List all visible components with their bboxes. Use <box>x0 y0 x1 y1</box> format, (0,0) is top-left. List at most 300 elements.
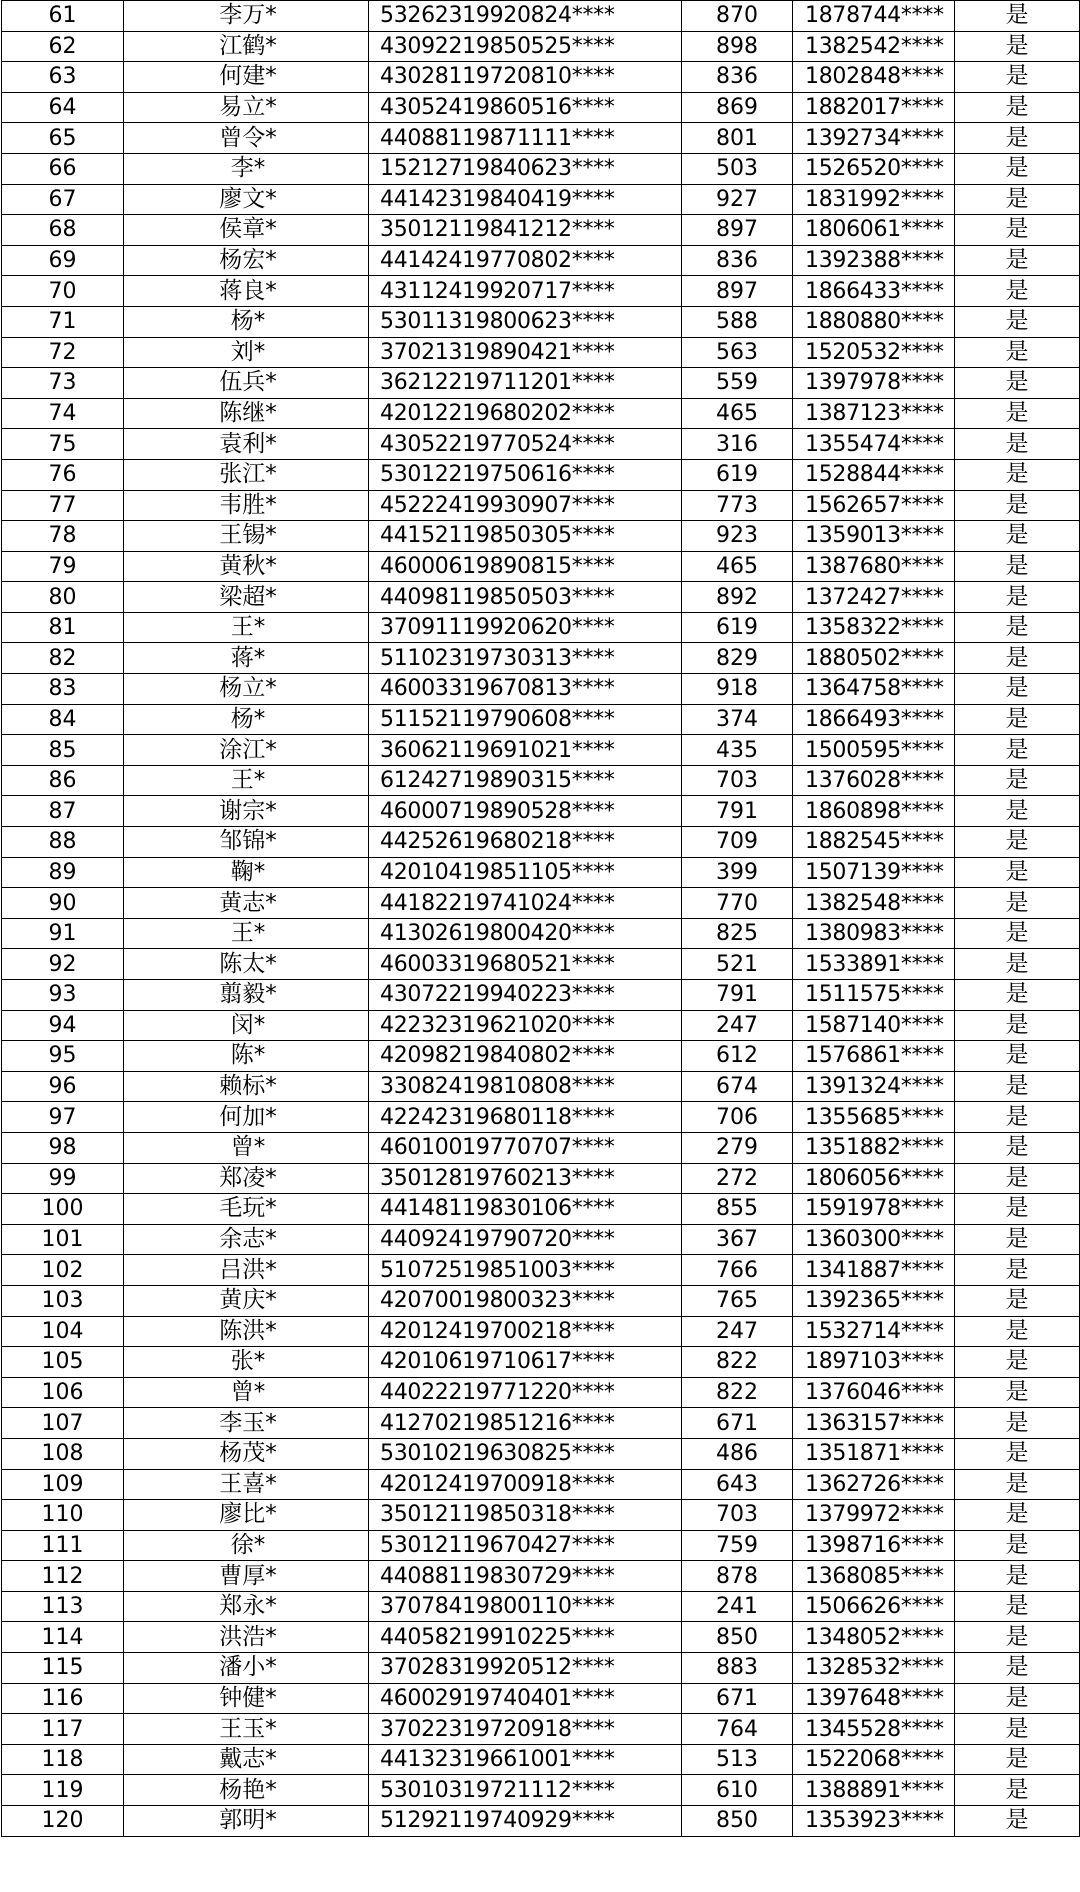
cell-id-number: 44022219771220**** <box>369 1377 682 1408</box>
cell-name: 李* <box>124 153 369 184</box>
cell-phone: 1880880**** <box>793 306 955 337</box>
cell-id-number: 46003319680521**** <box>369 949 682 980</box>
table-row <box>2 276 1080 307</box>
cell-id-number: 37091119920620**** <box>369 612 682 643</box>
cell-index: 102 <box>2 1255 124 1286</box>
cell-phone: 1392388**** <box>793 245 955 276</box>
cell-phone: 1341887**** <box>793 1255 955 1286</box>
cell-flag: 是 <box>955 92 1080 123</box>
cell-phone: 1397648**** <box>793 1683 955 1714</box>
cell-id-number: 44152119850305**** <box>369 521 682 552</box>
table-row <box>2 1653 1080 1684</box>
cell-name: 杨宏* <box>124 245 369 276</box>
cell-id-number: 46003319670813**** <box>369 674 682 705</box>
table-row <box>2 459 1080 490</box>
table-row <box>2 31 1080 62</box>
cell-id-number: 44148119830106**** <box>369 1194 682 1225</box>
cell-score: 765 <box>682 1285 793 1316</box>
cell-score: 709 <box>682 827 793 858</box>
cell-id-number: 51072519851003**** <box>369 1255 682 1286</box>
cell-name: 曹厚* <box>124 1561 369 1592</box>
cell-phone: 1802848**** <box>793 62 955 93</box>
cell-id-number: 45222419930907**** <box>369 490 682 521</box>
cell-index: 107 <box>2 1408 124 1439</box>
cell-id-number: 41302619800420**** <box>369 918 682 949</box>
cell-phone: 1382548**** <box>793 888 955 919</box>
cell-index: 97 <box>2 1102 124 1133</box>
cell-name: 郑凌* <box>124 1163 369 1194</box>
cell-flag: 是 <box>955 1438 1080 1469</box>
cell-index: 104 <box>2 1316 124 1347</box>
cell-id-number: 43052419860516**** <box>369 92 682 123</box>
cell-id-number: 35012119850318**** <box>369 1500 682 1531</box>
cell-index: 116 <box>2 1683 124 1714</box>
cell-score: 759 <box>682 1530 793 1561</box>
table-row <box>2 62 1080 93</box>
cell-id-number: 42012419700918**** <box>369 1469 682 1500</box>
cell-score: 836 <box>682 245 793 276</box>
cell-flag: 是 <box>955 888 1080 919</box>
cell-phone: 1391324**** <box>793 1071 955 1102</box>
cell-index: 94 <box>2 1010 124 1041</box>
cell-id-number: 44088119871111**** <box>369 123 682 154</box>
table-row <box>2 245 1080 276</box>
cell-flag: 是 <box>955 306 1080 337</box>
cell-id-number: 41270219851216**** <box>369 1408 682 1439</box>
cell-flag: 是 <box>955 1653 1080 1684</box>
cell-phone: 1522068**** <box>793 1744 955 1775</box>
cell-phone: 1831992**** <box>793 184 955 215</box>
cell-name: 杨茂* <box>124 1438 369 1469</box>
cell-name: 李玉* <box>124 1408 369 1439</box>
cell-name: 刘* <box>124 337 369 368</box>
cell-flag: 是 <box>955 490 1080 521</box>
table-row <box>2 888 1080 919</box>
cell-phone: 1591978**** <box>793 1194 955 1225</box>
cell-score: 883 <box>682 1653 793 1684</box>
table-row <box>2 1591 1080 1622</box>
cell-name: 王* <box>124 918 369 949</box>
cell-id-number: 51152119790608**** <box>369 704 682 735</box>
table-row <box>2 1 1080 32</box>
cell-flag: 是 <box>955 1622 1080 1653</box>
cell-phone: 1806056**** <box>793 1163 955 1194</box>
cell-index: 66 <box>2 153 124 184</box>
cell-index: 61 <box>2 1 124 32</box>
cell-score: 870 <box>682 1 793 32</box>
cell-flag: 是 <box>955 459 1080 490</box>
cell-flag: 是 <box>955 1132 1080 1163</box>
cell-flag: 是 <box>955 765 1080 796</box>
cell-index: 76 <box>2 459 124 490</box>
cell-id-number: 36062119691021**** <box>369 735 682 766</box>
cell-id-number: 43052219770524**** <box>369 429 682 460</box>
cell-index: 65 <box>2 123 124 154</box>
cell-flag: 是 <box>955 643 1080 674</box>
cell-name: 李万* <box>124 1 369 32</box>
cell-score: 801 <box>682 123 793 154</box>
cell-flag: 是 <box>955 1683 1080 1714</box>
cell-phone: 1355474**** <box>793 429 955 460</box>
cell-id-number: 42010419851105**** <box>369 857 682 888</box>
cell-id-number: 44132319661001**** <box>369 1744 682 1775</box>
cell-score: 279 <box>682 1132 793 1163</box>
cell-index: 115 <box>2 1653 124 1684</box>
cell-flag: 是 <box>955 980 1080 1011</box>
table-row <box>2 1224 1080 1255</box>
cell-id-number: 43072219940223**** <box>369 980 682 1011</box>
cell-phone: 1376028**** <box>793 765 955 796</box>
cell-flag: 是 <box>955 1224 1080 1255</box>
cell-index: 89 <box>2 857 124 888</box>
cell-flag: 是 <box>955 1408 1080 1439</box>
cell-phone: 1880502**** <box>793 643 955 674</box>
table-row <box>2 765 1080 796</box>
cell-flag: 是 <box>955 582 1080 613</box>
cell-phone: 1328532**** <box>793 1653 955 1684</box>
cell-index: 95 <box>2 1041 124 1072</box>
cell-score: 272 <box>682 1163 793 1194</box>
cell-name: 黄秋* <box>124 551 369 582</box>
cell-id-number: 37021319890421**** <box>369 337 682 368</box>
table-row <box>2 980 1080 1011</box>
cell-id-number: 15212719840623**** <box>369 153 682 184</box>
cell-phone: 1388891**** <box>793 1775 955 1806</box>
cell-score: 247 <box>682 1316 793 1347</box>
cell-index: 98 <box>2 1132 124 1163</box>
cell-flag: 是 <box>955 184 1080 215</box>
table-row <box>2 306 1080 337</box>
cell-index: 110 <box>2 1500 124 1531</box>
cell-phone: 1398716**** <box>793 1530 955 1561</box>
table-row <box>2 1102 1080 1133</box>
cell-score: 588 <box>682 306 793 337</box>
cell-index: 90 <box>2 888 124 919</box>
cell-flag: 是 <box>955 337 1080 368</box>
cell-id-number: 44088119830729**** <box>369 1561 682 1592</box>
cell-score: 878 <box>682 1561 793 1592</box>
cell-phone: 1372427**** <box>793 582 955 613</box>
table-row <box>2 1041 1080 1072</box>
cell-id-number: 43112419920717**** <box>369 276 682 307</box>
table-row <box>2 153 1080 184</box>
cell-phone: 1562657**** <box>793 490 955 521</box>
cell-phone: 1359013**** <box>793 521 955 552</box>
table-row <box>2 1377 1080 1408</box>
table-row <box>2 1561 1080 1592</box>
cell-phone: 1353923**** <box>793 1806 955 1837</box>
cell-index: 120 <box>2 1806 124 1837</box>
cell-phone: 1351882**** <box>793 1132 955 1163</box>
cell-phone: 1882545**** <box>793 827 955 858</box>
cell-score: 825 <box>682 918 793 949</box>
cell-index: 73 <box>2 368 124 399</box>
cell-id-number: 44182219741024**** <box>369 888 682 919</box>
cell-flag: 是 <box>955 704 1080 735</box>
cell-flag: 是 <box>955 1530 1080 1561</box>
table-row <box>2 796 1080 827</box>
cell-score: 897 <box>682 276 793 307</box>
cell-id-number: 42070019800323**** <box>369 1285 682 1316</box>
cell-name: 曾* <box>124 1132 369 1163</box>
cell-flag: 是 <box>955 398 1080 429</box>
cell-flag: 是 <box>955 31 1080 62</box>
cell-id-number: 43092219850525**** <box>369 31 682 62</box>
table-row <box>2 368 1080 399</box>
cell-phone: 1379972**** <box>793 1500 955 1531</box>
cell-score: 770 <box>682 888 793 919</box>
cell-score: 465 <box>682 398 793 429</box>
cell-score: 241 <box>682 1591 793 1622</box>
cell-id-number: 42242319680118**** <box>369 1102 682 1133</box>
cell-name: 蒋良* <box>124 276 369 307</box>
cell-id-number: 61242719890315**** <box>369 765 682 796</box>
cell-id-number: 44252619680218**** <box>369 827 682 858</box>
cell-index: 77 <box>2 490 124 521</box>
cell-id-number: 44058219910225**** <box>369 1622 682 1653</box>
table-row <box>2 643 1080 674</box>
table-row <box>2 1285 1080 1316</box>
cell-index: 82 <box>2 643 124 674</box>
cell-phone: 1528844**** <box>793 459 955 490</box>
cell-id-number: 44142319840419**** <box>369 184 682 215</box>
cell-id-number: 53012219750616**** <box>369 459 682 490</box>
cell-phone: 1364758**** <box>793 674 955 705</box>
cell-index: 106 <box>2 1377 124 1408</box>
cell-phone: 1806061**** <box>793 215 955 246</box>
cell-index: 118 <box>2 1744 124 1775</box>
table-row <box>2 1194 1080 1225</box>
cell-flag: 是 <box>955 1316 1080 1347</box>
table-row <box>2 1714 1080 1745</box>
cell-score: 855 <box>682 1194 793 1225</box>
cell-flag: 是 <box>955 1071 1080 1102</box>
cell-name: 蒋* <box>124 643 369 674</box>
cell-name: 戴志* <box>124 1744 369 1775</box>
cell-name: 谢宗* <box>124 796 369 827</box>
cell-score: 898 <box>682 31 793 62</box>
cell-phone: 1362726**** <box>793 1469 955 1500</box>
cell-id-number: 46000619890815**** <box>369 551 682 582</box>
cell-flag: 是 <box>955 62 1080 93</box>
cell-flag: 是 <box>955 857 1080 888</box>
cell-flag: 是 <box>955 918 1080 949</box>
cell-score: 706 <box>682 1102 793 1133</box>
table-row <box>2 918 1080 949</box>
cell-name: 杨艳* <box>124 1775 369 1806</box>
cell-phone: 1866433**** <box>793 276 955 307</box>
cell-phone: 1345528**** <box>793 1714 955 1745</box>
table-row <box>2 1132 1080 1163</box>
cell-index: 68 <box>2 215 124 246</box>
cell-score: 764 <box>682 1714 793 1745</box>
cell-name: 何加* <box>124 1102 369 1133</box>
table-row <box>2 123 1080 154</box>
cell-score: 435 <box>682 735 793 766</box>
cell-score: 897 <box>682 215 793 246</box>
cell-score: 822 <box>682 1377 793 1408</box>
cell-index: 86 <box>2 765 124 796</box>
cell-flag: 是 <box>955 949 1080 980</box>
cell-name: 余志* <box>124 1224 369 1255</box>
cell-score: 643 <box>682 1469 793 1500</box>
cell-index: 63 <box>2 62 124 93</box>
cell-index: 101 <box>2 1224 124 1255</box>
cell-phone: 1576861**** <box>793 1041 955 1072</box>
cell-score: 791 <box>682 796 793 827</box>
cell-phone: 1500595**** <box>793 735 955 766</box>
cell-index: 91 <box>2 918 124 949</box>
cell-name: 王* <box>124 612 369 643</box>
cell-score: 892 <box>682 582 793 613</box>
records-table <box>1 0 1080 1837</box>
cell-score: 850 <box>682 1622 793 1653</box>
cell-score: 773 <box>682 490 793 521</box>
table-row <box>2 857 1080 888</box>
cell-name: 郑永* <box>124 1591 369 1622</box>
cell-score: 927 <box>682 184 793 215</box>
cell-index: 87 <box>2 796 124 827</box>
table-row <box>2 582 1080 613</box>
cell-flag: 是 <box>955 1 1080 32</box>
cell-phone: 1360300**** <box>793 1224 955 1255</box>
cell-name: 陈* <box>124 1041 369 1072</box>
cell-score: 671 <box>682 1408 793 1439</box>
cell-index: 112 <box>2 1561 124 1592</box>
cell-index: 81 <box>2 612 124 643</box>
cell-index: 88 <box>2 827 124 858</box>
table-row <box>2 949 1080 980</box>
cell-index: 71 <box>2 306 124 337</box>
table-row <box>2 551 1080 582</box>
cell-score: 619 <box>682 612 793 643</box>
cell-index: 100 <box>2 1194 124 1225</box>
table-row <box>2 1347 1080 1378</box>
cell-name: 曾* <box>124 1377 369 1408</box>
cell-phone: 1532714**** <box>793 1316 955 1347</box>
cell-id-number: 53012119670427**** <box>369 1530 682 1561</box>
cell-phone: 1860898**** <box>793 796 955 827</box>
cell-score: 619 <box>682 459 793 490</box>
cell-index: 92 <box>2 949 124 980</box>
cell-name: 袁利* <box>124 429 369 460</box>
cell-flag: 是 <box>955 368 1080 399</box>
cell-index: 111 <box>2 1530 124 1561</box>
cell-name: 陈洪* <box>124 1316 369 1347</box>
cell-phone: 1511575**** <box>793 980 955 1011</box>
cell-index: 83 <box>2 674 124 705</box>
cell-name: 张* <box>124 1347 369 1378</box>
cell-index: 67 <box>2 184 124 215</box>
cell-phone: 1520532**** <box>793 337 955 368</box>
cell-score: 316 <box>682 429 793 460</box>
cell-id-number: 42098219840802**** <box>369 1041 682 1072</box>
cell-score: 465 <box>682 551 793 582</box>
cell-name: 易立* <box>124 92 369 123</box>
cell-flag: 是 <box>955 1285 1080 1316</box>
cell-score: 559 <box>682 368 793 399</box>
cell-phone: 1533891**** <box>793 949 955 980</box>
cell-flag: 是 <box>955 551 1080 582</box>
cell-phone: 1368085**** <box>793 1561 955 1592</box>
cell-phone: 1355685**** <box>793 1102 955 1133</box>
cell-index: 64 <box>2 92 124 123</box>
cell-name: 王锡* <box>124 521 369 552</box>
cell-name: 杨* <box>124 704 369 735</box>
cell-phone: 1866493**** <box>793 704 955 735</box>
cell-id-number: 51292119740929**** <box>369 1806 682 1837</box>
table-row <box>2 704 1080 735</box>
table-row <box>2 1163 1080 1194</box>
cell-index: 119 <box>2 1775 124 1806</box>
cell-score: 521 <box>682 949 793 980</box>
cell-score: 374 <box>682 704 793 735</box>
cell-name: 翦毅* <box>124 980 369 1011</box>
cell-id-number: 46000719890528**** <box>369 796 682 827</box>
cell-score: 829 <box>682 643 793 674</box>
cell-index: 113 <box>2 1591 124 1622</box>
cell-phone: 1348052**** <box>793 1622 955 1653</box>
cell-score: 836 <box>682 62 793 93</box>
cell-score: 247 <box>682 1010 793 1041</box>
cell-index: 69 <box>2 245 124 276</box>
cell-phone: 1382542**** <box>793 31 955 62</box>
cell-phone: 1506626**** <box>793 1591 955 1622</box>
table-row <box>2 1469 1080 1500</box>
cell-score: 367 <box>682 1224 793 1255</box>
table-row <box>2 1408 1080 1439</box>
cell-phone: 1882017**** <box>793 92 955 123</box>
cell-score: 703 <box>682 1500 793 1531</box>
cell-id-number: 53010319721112**** <box>369 1775 682 1806</box>
cell-name: 侯章* <box>124 215 369 246</box>
cell-phone: 1392734**** <box>793 123 955 154</box>
cell-flag: 是 <box>955 796 1080 827</box>
cell-name: 毛玩* <box>124 1194 369 1225</box>
table-row <box>2 612 1080 643</box>
table-row <box>2 735 1080 766</box>
table-row <box>2 429 1080 460</box>
table-row <box>2 1010 1080 1041</box>
cell-phone: 1376046**** <box>793 1377 955 1408</box>
table-row <box>2 674 1080 705</box>
cell-index: 75 <box>2 429 124 460</box>
cell-phone: 1878744**** <box>793 1 955 32</box>
cell-flag: 是 <box>955 1744 1080 1775</box>
cell-flag: 是 <box>955 1041 1080 1072</box>
cell-id-number: 37022319720918**** <box>369 1714 682 1745</box>
cell-id-number: 42232319621020**** <box>369 1010 682 1041</box>
cell-index: 80 <box>2 582 124 613</box>
cell-flag: 是 <box>955 1347 1080 1378</box>
cell-flag: 是 <box>955 1714 1080 1745</box>
cell-flag: 是 <box>955 1010 1080 1041</box>
cell-score: 869 <box>682 92 793 123</box>
cell-id-number: 36212219711201**** <box>369 368 682 399</box>
cell-phone: 1363157**** <box>793 1408 955 1439</box>
cell-flag: 是 <box>955 612 1080 643</box>
cell-flag: 是 <box>955 215 1080 246</box>
table-row <box>2 1530 1080 1561</box>
cell-flag: 是 <box>955 1806 1080 1837</box>
cell-score: 923 <box>682 521 793 552</box>
cell-id-number: 43028119720810**** <box>369 62 682 93</box>
cell-score: 503 <box>682 153 793 184</box>
cell-name: 邹锦* <box>124 827 369 858</box>
cell-name: 韦胜* <box>124 490 369 521</box>
cell-score: 822 <box>682 1347 793 1378</box>
cell-phone: 1358322**** <box>793 612 955 643</box>
